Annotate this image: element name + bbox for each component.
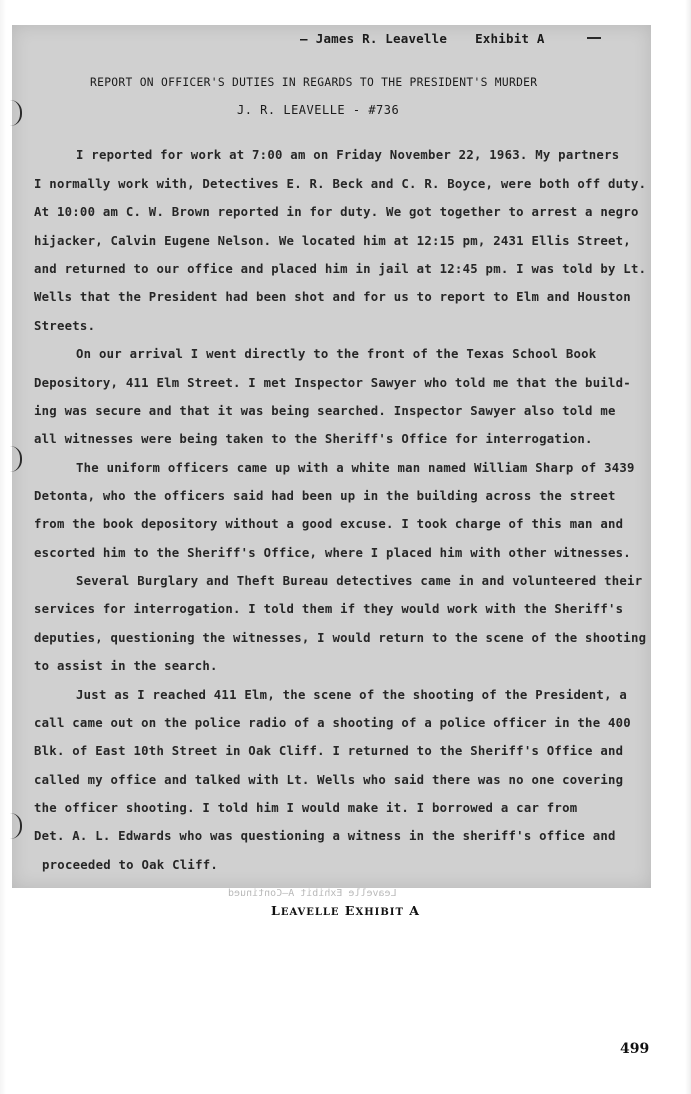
header-name: James R. Leavelle: [315, 31, 448, 46]
caption-smallcaps: EAVELLE: [280, 907, 340, 918]
page-number: 499: [620, 1041, 650, 1057]
caption-initial: E: [344, 903, 356, 918]
body-line: Det. A. L. Edwards who was questioning a witness in the sheriff's office and: [34, 829, 616, 843]
body-line: Streets.: [34, 319, 96, 333]
body-line: call came out on the police radio of a shooting of a police officer in the 400: [34, 716, 631, 730]
exhibit-caption: [0, 903, 691, 918]
caption-initial: L: [271, 903, 281, 918]
body-line: called my office and talked with Lt. Wells who said there was no one covering: [34, 773, 624, 787]
bleed-through-text: Leavelle Exhibit A—Continued: [228, 888, 397, 899]
body-line: Depository, 411 Elm Street. I met Inspector Sawyer who told me that the build-: [34, 376, 631, 390]
body-line: all witnesses were being taken to the Sheriff's Office for interrogation.: [34, 432, 593, 446]
body-line: Just as I reached 411 Elm, the scene of the shooting of the President, a: [76, 688, 628, 702]
header-exhibit-label: Exhibit A: [475, 31, 545, 46]
body-line: from the book depository without a good excuse. I took charge of this man and: [34, 517, 624, 531]
report-subtitle: J. R. LEAVELLE - #736: [237, 103, 400, 117]
body-line: Detonta, who the officers said had been up in the building across the street: [34, 489, 616, 503]
caption-letter: A: [409, 903, 420, 918]
body-line: At 10:00 am C. W. Brown reported in for duty. We got together to arrest a negro: [34, 205, 639, 219]
body-line: the officer shooting. I told him I would make it. I borrowed a car from: [34, 801, 578, 815]
body-line: and returned to our office and placed him in jail at 12:45 pm. I was told by Lt.: [34, 262, 647, 276]
body-line: Wells that the President had been shot and for us to report to Elm and Houston: [34, 290, 631, 304]
body-line: On our arrival I went directly to the front of the Texas School Book: [76, 347, 597, 361]
caption-smallcaps: XHIBIT: [355, 907, 404, 918]
header-dash: —: [300, 31, 308, 46]
body-line: hijacker, Calvin Eugene Nelson. We located him at 12:15 pm, 2431 Ellis Street,: [34, 234, 631, 248]
exhibit-header: [300, 31, 545, 46]
body-line: The uniform officers came up with a white man named William Sharp of 3439: [76, 461, 635, 475]
body-line: deputies, questioning the witnesses, I would return to the scene of the shooting: [34, 631, 647, 645]
body-line: services for interrogation. I told them if they would work with the Sheriff's: [34, 602, 624, 616]
body-line: ing was secure and that it was being searched. Inspector Sawyer also told me: [34, 404, 616, 418]
body-line: I normally work with, Detectives E. R. Beck and C. R. Boyce, were both off duty.: [34, 177, 647, 191]
body-line: Blk. of East 10th Street in Oak Cliff. I returned to the Sheriff's Office and: [34, 744, 624, 758]
report-title: REPORT ON OFFICER'S DUTIES IN REGARDS TO THE PRESIDENT'S MURDER: [90, 76, 538, 89]
body-line: proceeded to Oak Cliff.: [42, 858, 219, 872]
header-trailing-dash: [587, 37, 601, 39]
body-line: to assist in the search.: [34, 659, 218, 673]
body-line: escorted him to the Sheriff's Office, where I placed him with other witnesses.: [34, 546, 631, 560]
body-line: Several Burglary and Theft Bureau detectives came in and volunteered their: [76, 574, 643, 588]
body-line: I reported for work at 7:00 am on Friday November 22, 1963. My partners: [76, 148, 620, 162]
